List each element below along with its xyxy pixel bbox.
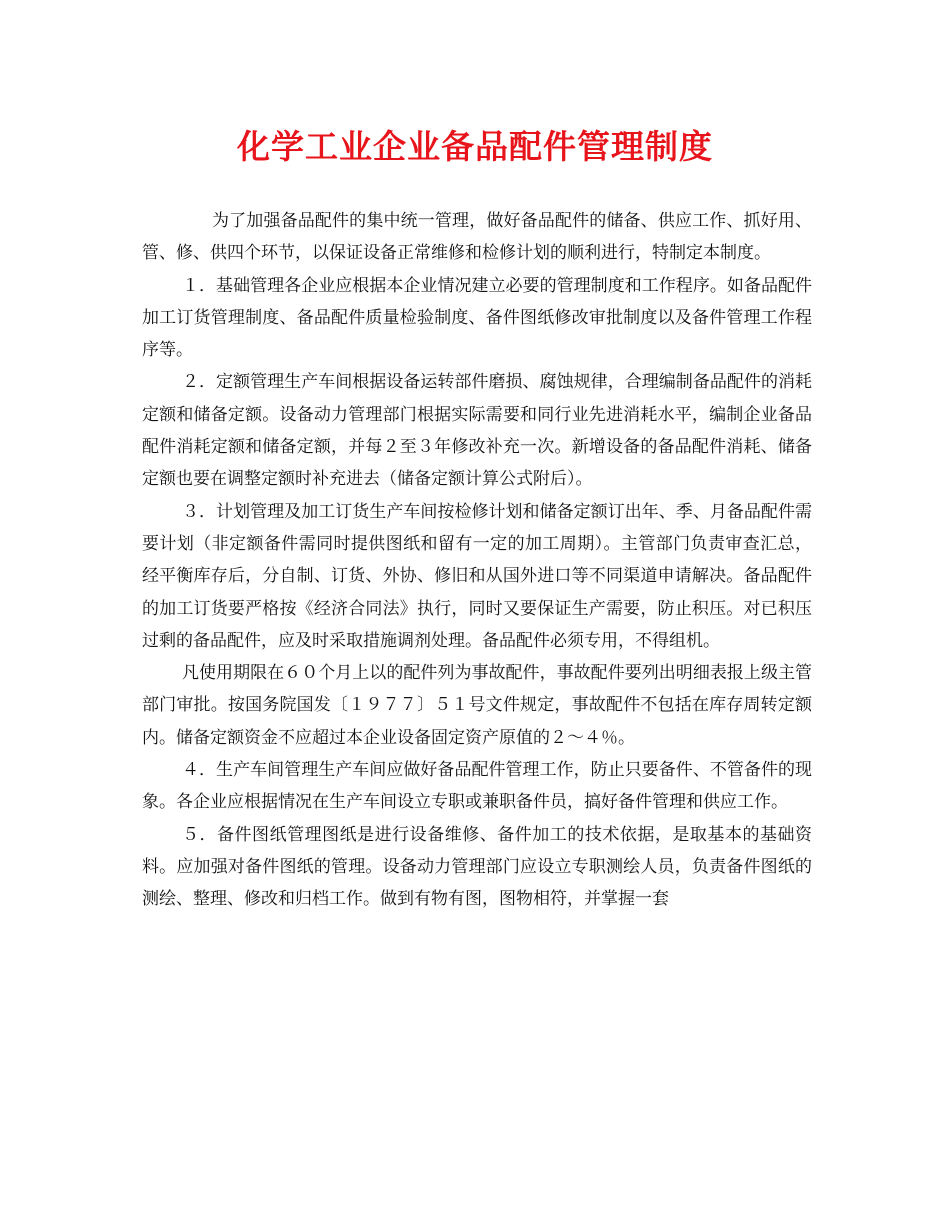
paragraph-basic-management: １．基础管理各企业应根据本企业情况建立必要的管理制度和工作程序。如备品配件加工订货管理制度、备品配件质量检验制度、备件图纸修改审批制度以及备件管理工作程序等。 (142, 275, 812, 361)
paragraph-drawing-management: ５．备件图纸管理图纸是进行设备维修、备件加工的技术依据，是取基本的基础资料。应加强对备件图纸的管理。设备动力管理部门应设立专职测绘人员，负责备件图纸的测绘、整理、修改和归档工作。做到有物有图，图物相符，并掌握一套 (142, 824, 812, 910)
paragraph-workshop-management: ４．生产车间管理生产车间应做好备品配件管理工作，防止只要备件、不管备件的现象。各企业应根据情况在生产车间设立专职或兼职备件员，搞好备件管理和供应工作。 (142, 760, 812, 813)
document-body (142, 205, 812, 916)
paragraph-quota-management: ２．定额管理生产车间根据设备运转部件磨损、腐蚀规律，合理编制备品配件的消耗定额和储备定额。设备动力管理部门根据实际需要和同行业先进消耗水平，编制企业备品配件消耗定额和储备定额，并每２至３年修改补充一次。新增设备的备品配件消耗、储备定额也要在调整定额时补充进去（储备定额计算公式附后）。 (142, 372, 812, 490)
paragraph-plan-management: ３．计划管理及加工订货生产车间按检修计划和储备定额订出年、季、月备品配件需要计划（非定额备件需同时提供图纸和留有一定的加工周期）。主管部门负责审查汇总，经平衡库存后，分自制、订货、外协、修旧和从国外进口等不同渠道申请解决。备品配件的加工订货要严格按《经济合同法》执行，同时又要保证生产需要，防止积压。对已积压过剩的备品配件，应及时采取措施调剂处理。备品配件必须专用，不得组机。 (142, 501, 812, 651)
paragraph-intro: 为了加强备品配件的集中统一管理，做好备品配件的储备、供应工作、抓好用、管、修、供四个环节，以保证设备正常维修和检修计划的顺利进行，特制定本制度。 (142, 211, 812, 264)
document-title: 化学工业企业备品配件管理制度 (237, 127, 713, 166)
paragraph-accident-parts: 凡使用期限在６０个月上以的配件列为事故配件，事故配件要列出明细表报上级主管部门审批。按国务院国发〔１９７７〕５１号文件规定，事故配件不包括在库存周转定额内。储备定额资金不应超过本企业设备固定资产原值的２～４％。 (142, 663, 812, 748)
